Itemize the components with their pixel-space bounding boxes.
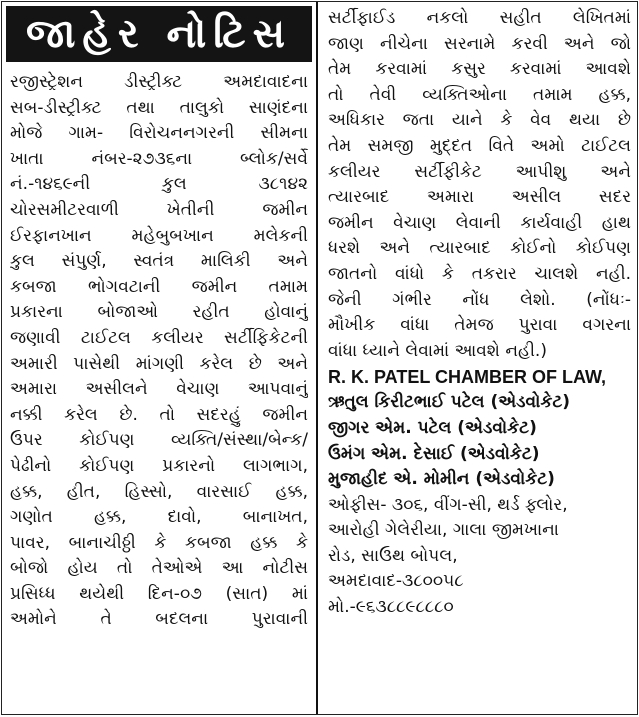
advocate-name: મુજાહીદ એ. મોમીન (એડવોકેટ) (328, 469, 555, 490)
notice-line: ગણોત હક્ક, દાવો, બાનાખત, (10, 507, 308, 528)
notice-line: જાતનો વાંધો કે તકરાર ચાલશે નહી. (328, 263, 631, 284)
advocate-name: જીગર એમ. પટેલ (એડવોકેટ) (328, 417, 537, 438)
notice-line: બોજો હોય તો તેઓએ આ નોટીસ (10, 558, 308, 579)
notice-line: મૌખીક વાંધા તેમજ પુરાવા વગરના (328, 315, 631, 336)
notice-line: જાણ નીચેના સરનામે કરવી અને જો (328, 33, 631, 54)
office-address-line: રોડ, સાઉથ બોપલ, (328, 545, 458, 566)
notice-line: અધિકાર જતા યાને કે વેવ થયા છે (328, 110, 631, 131)
notice-line: અમારી પાસેથી માંગણી કરેલ છે અને (10, 353, 308, 374)
notice-line: હક્ક, હીત, હિસ્સો, વારસાઈ હક્ક, (10, 481, 308, 502)
law-firm-name: R. K. PATEL CHAMBER OF LAW, (328, 367, 606, 388)
notice-line: મોજે ગામ- વિરોચનનગરની સીમના (10, 123, 308, 144)
notice-line: નં.-૧૪૬૯ની કુલ ૩૮૧૪૨ (10, 174, 308, 195)
advocate-name: ઉમંગ એમ. દેસાઈ (એડવોકેટ) (328, 443, 540, 464)
notice-right-column (320, 2, 637, 714)
notice-line: પ્રકારના બોજાઓ રહીત હોવાનું (10, 302, 308, 323)
notice-line: અમોને તે બદલના પુરાવાની (10, 609, 308, 630)
notice-line: વાંધા ધ્યાને લેવામાં આવશે નહી.) (328, 340, 547, 361)
mobile-number: મો.-૯૬૩૮૮૯૮૮૮૦ (328, 597, 454, 618)
notice-line: નક્કી કરેલ છે. તો સદરહું જમીન (10, 404, 308, 425)
notice-line: કલીયર સર્ટીફીકેટ આપીશુ અને (328, 161, 631, 182)
notice-line: કુલ સંપુર્ણ, સ્વતંત્ર માલિકી અને (10, 251, 308, 272)
notice-line: ધરશે અને ત્યારબાદ કોઈનો કોઈપણ (328, 238, 631, 259)
notice-line: તેમ સમજી મુદ્દત વિતે અમો ટાઈટલ (328, 135, 631, 156)
notice-line: ઉપર કોઈપણ વ્યક્તિ/સંસ્થા/બેન્ક/ (10, 430, 308, 451)
notice-line: ચોરસમીટરવાળી ખેતીની જમીન (10, 199, 308, 220)
notice-line: જણાવી ટાઈટલ કલીયર સર્ટીફિકેટની (10, 327, 308, 348)
notice-line: સર્ટીફાઈડ નકલો સહીત લેખિતમાં (328, 8, 631, 28)
notice-line: અમારા અસીલને વેચાણ આપવાનું (10, 379, 308, 400)
advocate-name: ઋતુલ કિરીટભાઈ પટેલ (એડવોકેટ) (328, 392, 570, 413)
notice-line: જમીન વેચાણ લેવાની કાર્યવાહી હાથ (328, 212, 631, 233)
public-notice (1, 1, 638, 715)
notice-left-column (2, 2, 318, 714)
notice-title: જાહેર નોટિસ (6, 6, 312, 62)
notice-line: તેમ કરવામાં કસુર કરવામાં આવશે (328, 59, 631, 80)
office-address-line: અમદાવાદ-૩૮૦૦૫૮ (328, 571, 464, 592)
notice-line: પેઢીનો કોઈપણ પ્રકારનો લાગભાગ, (10, 455, 308, 476)
notice-line: ખાતા નંબર-૨૭૩૬ના બ્લોક/સર્વે (10, 148, 308, 169)
notice-line: તો તેવી વ્યક્તિઓના તમામ હક્ક, (328, 84, 631, 105)
notice-line: ત્યારબાદ અમારા અસીલ સદર (328, 187, 631, 208)
office-address-line: આરોહી ગેલેરીયા, ગાલા જીમખાના (328, 520, 559, 541)
notice-line: સબ-ડીસ્ટ્રીક્ટ તથા તાલુકો સાણંદના (10, 97, 308, 118)
notice-line: ઈરફાનખાન મહેબુબખાન મલેકની (10, 225, 308, 246)
notice-line: પ્રસિધ્ધ થયેથી દિન-૦૭ (સાત) માં (10, 583, 308, 604)
notice-line: રજીસ્ટ્રેશન ડીસ્ટ્રીક્ટ અમદાવાદના (10, 72, 308, 92)
notice-line: જેની ગંભીર નોંધ લેશો. (નોંધઃ- (328, 289, 631, 310)
notice-line: કબજા ભોગવટાની જમીન તમામ (10, 276, 308, 297)
office-address-line: ઓફીસ- ૩૦૬, વીંગ-સી, થર્ડ ફ્લોર, (328, 494, 568, 515)
notice-line: પાવર, બાનાચીઠ્ઠી કે કબજા હક્ક કે (10, 532, 308, 553)
